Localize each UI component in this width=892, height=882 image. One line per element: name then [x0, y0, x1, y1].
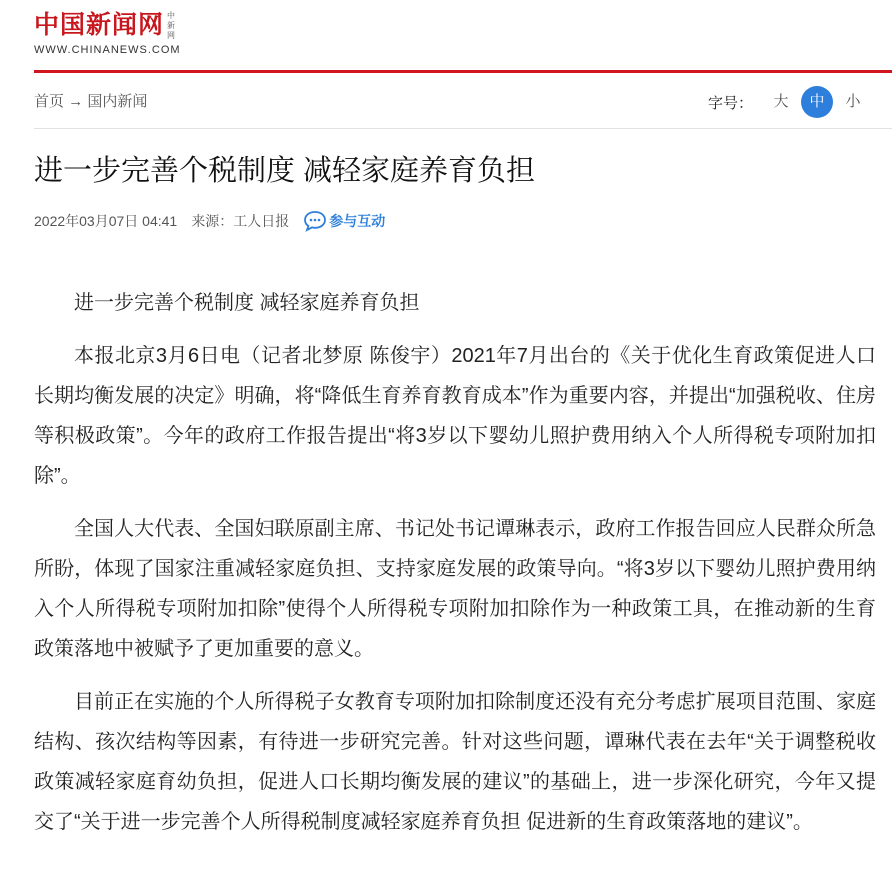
font-size-medium[interactable]: 中: [801, 86, 833, 118]
article-datetime: 2022年03月07日 04:41: [34, 213, 178, 229]
breadcrumb-section[interactable]: 国内新闻: [87, 93, 148, 110]
article-body: [34, 283, 876, 855]
breadcrumb-arrow-icon: →: [68, 93, 84, 110]
interact-link[interactable]: [303, 210, 385, 232]
font-size-small[interactable]: 小: [845, 93, 861, 110]
article-meta: [34, 210, 385, 232]
logo-wordmark: 中国新闻网: [34, 10, 165, 39]
paragraph: 目前正在实施的个人所得税子女教育专项附加扣除制度还没有充分考虑扩展项目范围、家庭结构、孩次结构等因素，有待进一步研究完善。针对这些问题，谭琳代表在去年“关于调整税收政策减轻家庭育幼负担，促进人口长期均衡发展的建议”的基础上，进一步深化研究，今年又提交了“关于进一步完善个人所得税制度减轻家庭养育负担 促进新的生育政策落地的建议”。: [34, 691, 876, 833]
font-size-large[interactable]: 大: [773, 93, 789, 110]
interact-label: 参与互动: [329, 213, 386, 229]
breadcrumb-home[interactable]: 首页: [34, 93, 65, 110]
header-red-line: [34, 70, 892, 73]
paragraph: 本报北京3月6日电（记者北梦原 陈俊宇）2021年7月出台的《关于优化生育政策促进人口长期均衡发展的决定》明确，将“降低生育养育教育成本”作为重要内容，并提出“加强税收、住房等积极政策”。今年的政府工作报告提出“将3岁以下婴幼儿照护费用纳入个人所得税专项附加扣除”。: [34, 345, 876, 487]
font-size-switcher: [708, 86, 873, 118]
divider: [34, 128, 892, 129]
article-source: 来源：工人日报: [191, 213, 290, 229]
logo-row: [34, 10, 181, 41]
logo-url: WWW.CHINANEWS.COM: [34, 44, 181, 56]
article-title: 进一步完善个税制度 减轻家庭养育负担: [34, 155, 536, 187]
paragraph: 全国人大代表、全国妇联原副主席、书记处书记谭琳表示，政府工作报告回应人民群众所急所盼，体现了国家注重减轻家庭负担、支持家庭发展的政策导向。“将3岁以下婴幼儿照护费用纳入个人所得税专项附加扣除”使得个人所得税专项附加扣除作为一种政策工具，在推动新的生育政策落地中被赋予了更加重要的意义。: [34, 518, 876, 660]
breadcrumb: [34, 92, 147, 112]
logo-small-text: 中新网: [167, 11, 176, 40]
site-logo[interactable]: [34, 10, 181, 57]
paragraph: 进一步完善个税制度 减轻家庭养育负担: [74, 292, 420, 314]
font-size-label: 字号：: [708, 94, 754, 112]
comment-bubble-icon: [303, 210, 327, 232]
